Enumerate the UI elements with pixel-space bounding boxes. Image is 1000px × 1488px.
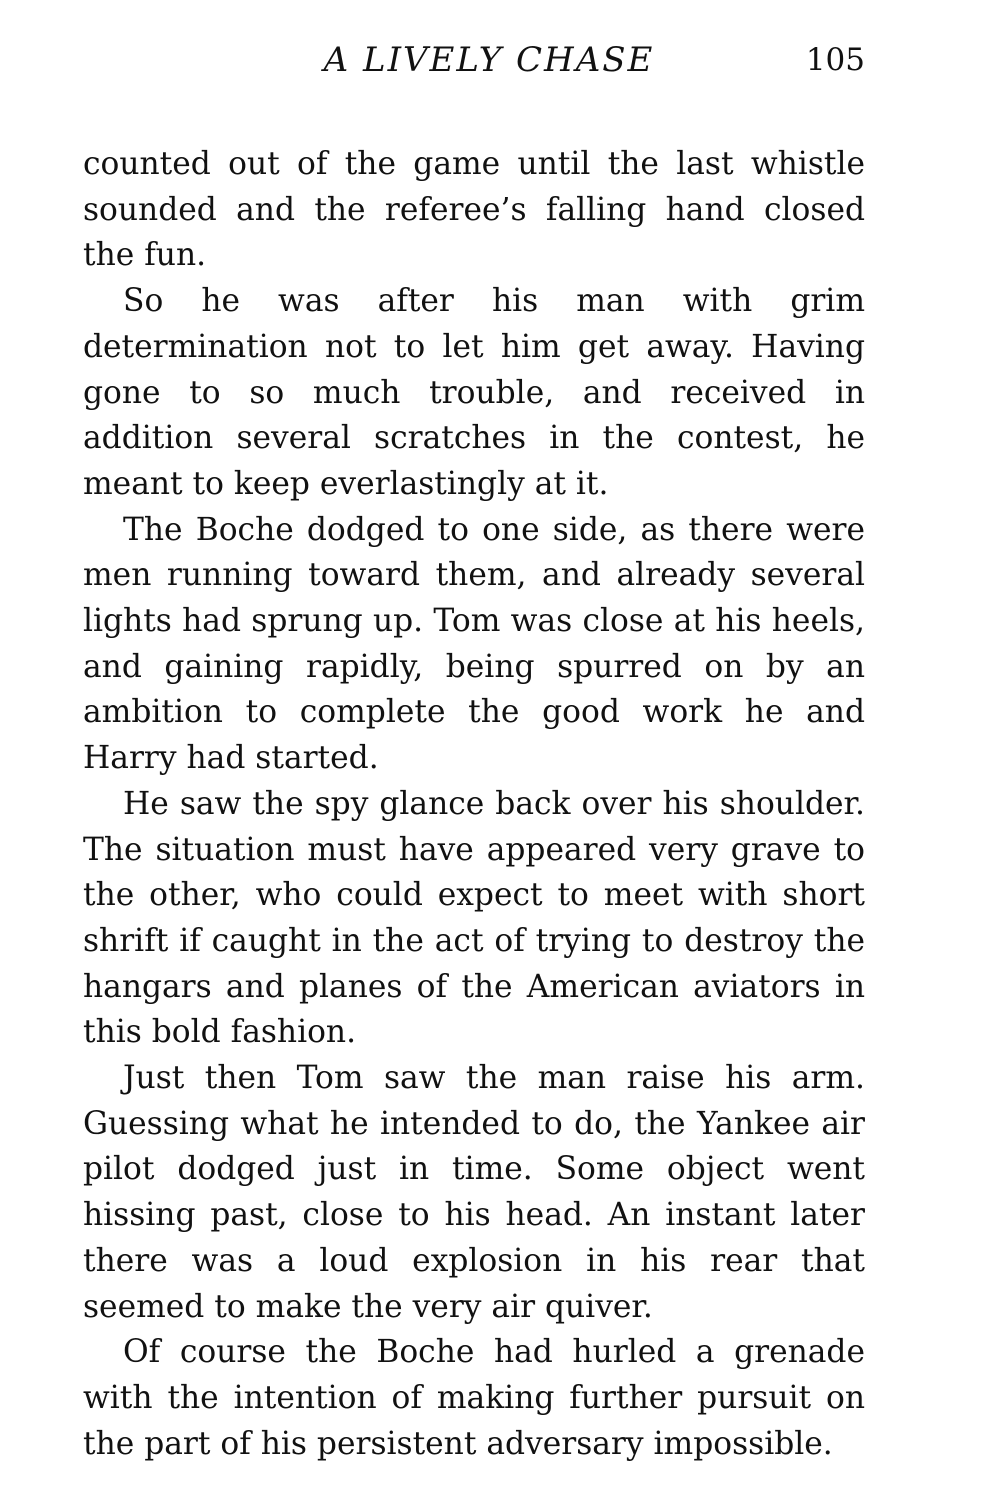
paragraph-4: He saw the spy glance back over his shoulder. The situation must have appeared very grave to the other, who could expect to meet with short shrift if caught in the act of trying to destroy the hangars and planes of the American aviators in this bold fashion.	[83, 785, 865, 1051]
paragraph-1: counted out of the game until the last whistle sounded and the referee’s falling hand closed the fun.	[83, 146, 865, 274]
book-page	[83, 40, 865, 1467]
paragraph-3: The Boche dodged to one side, as there were men running toward them, and already several lights had sprung up. Tom was close at his heels, and gaining rapidly, being spurred on by an ambition to complete the good work he and Harry had started.	[83, 511, 865, 777]
paragraph-6: Of course the Boche had hurled a grenade with the intention of making further pursuit on the part of his persistent adversary impossible.	[83, 1334, 865, 1462]
paragraph-2: So he was after his man with grim determination not to let him get away. Having gone to so much trouble, and received in addition several scratches in the contest, he meant to keep everlastingly at it.	[83, 283, 865, 502]
paragraph-5: Just then Tom saw the man raise his arm. Guessing what he intended to do, the Yankee air pilot dodged just in time. Some object went hissing past, close to his head. An instant later there was a loud explosion in his rear that seemed to make the very air quiver.	[83, 1060, 865, 1325]
running-head	[83, 40, 865, 102]
page-number: 105	[805, 42, 865, 78]
body-text	[83, 142, 865, 1467]
chapter-title: A LIVELY CHASE	[323, 40, 655, 80]
